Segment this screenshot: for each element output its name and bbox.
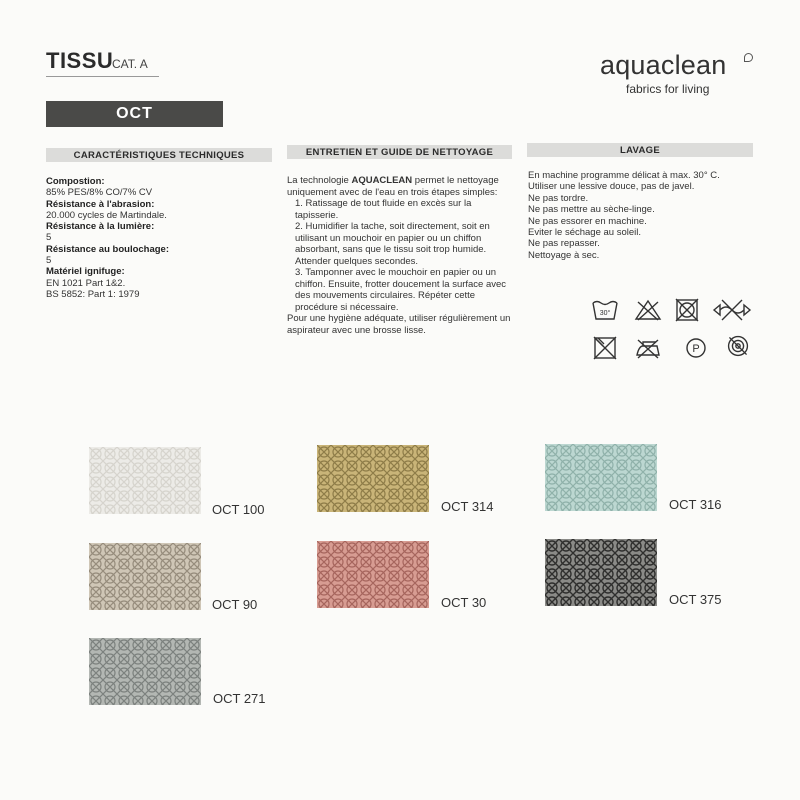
care-step-1: 1. Ratissage de tout fluide en excès sur la tapisserie. — [295, 198, 472, 221]
no-iron-icon — [634, 336, 662, 360]
swatch-label: OCT 90 — [212, 597, 258, 612]
swatch-label: OCT 271 — [213, 691, 266, 706]
light-label: Résistance à la lumière: — [46, 221, 155, 233]
fire-value-2: BS 5852: Part 1: 1979 — [46, 288, 140, 300]
composition-label: Compostion: — [46, 176, 105, 187]
wash-line: Nettoyage à sec. — [528, 249, 600, 261]
no-spin-icon — [724, 334, 752, 358]
abrasion-label: Résistance à l'abrasion: — [46, 198, 155, 210]
care-guide — [287, 175, 515, 336]
brand-tagline: fabrics for living — [626, 82, 710, 96]
swatch-oct-316 — [545, 444, 657, 511]
swatch-label: OCT 316 — [669, 497, 722, 512]
swatch-oct-30 — [317, 541, 429, 608]
category-label: CAT. A — [112, 57, 148, 71]
title-underline — [46, 76, 159, 77]
care-step-2: 2. Humidifier la tache, soit directement, soit en utilisant un mouchoir en papier ou un chiffon absorbant, sans que le tissu soit trop humide. Attender quelques secondes. — [295, 221, 490, 267]
fire-label: Matériel ignifuge: — [46, 266, 125, 278]
swatch-label: OCT 30 — [441, 595, 487, 610]
drop-icon — [744, 53, 753, 62]
swatch-label: OCT 314 — [441, 499, 494, 514]
wash-instructions — [528, 170, 758, 261]
wash-temp-text: 30° — [599, 310, 611, 317]
no-sun-dry-icon — [591, 336, 619, 360]
tech-heading: CARACTÉRISTIQUES TECHNIQUES — [46, 148, 272, 162]
swatch-label: OCT 375 — [669, 592, 722, 607]
composition-value: 85% PES/8% CO/7% CV — [46, 187, 153, 199]
wash-line: Ne pas mettre au sèche-linge. — [528, 204, 655, 216]
no-tumble-dry-icon — [673, 298, 701, 322]
care-step-3: 3. Tamponner avec le mouchoir en papier ou un chiffon. Ensuite, frotter doucement la surface avec des mouvements circulaires. Répéter cette procédure si nécessaire. — [295, 267, 507, 313]
care-heading: ENTRETIEN ET GUIDE DE NETTOYAGE — [287, 145, 512, 159]
swatch-oct-314 — [317, 445, 429, 512]
swatch-oct-375 — [545, 539, 657, 606]
swatch-oct-271 — [89, 638, 201, 705]
collection-banner: OCT — [46, 101, 223, 127]
wash-line: Ne pas repasser. — [528, 238, 600, 250]
no-bleach-icon — [634, 298, 662, 322]
wash-line: Ne pas tordre. — [528, 192, 589, 204]
care-brand: AQUACLEAN — [351, 175, 413, 186]
wash-line: Eviter le séchage au soleil. — [528, 227, 642, 239]
pilling-label: Résistance au boulochage: — [46, 243, 170, 255]
swatch-label: OCT 100 — [212, 502, 265, 517]
light-value: 5 — [46, 232, 52, 244]
care-outro: Pour une hygiène adéquate, utiliser régulièrement un aspirateur avec une brosse lisse. — [287, 313, 511, 336]
care-intro: La technologie AQUACLEAN permet le nettoyage uniquement avec de l'eau en trois étapes simples: — [287, 175, 499, 198]
page-title: TISSU — [46, 48, 114, 73]
wash-heading: LAVAGE — [527, 143, 753, 157]
pilling-value: 5 — [46, 255, 52, 267]
dry-clean-p-icon — [682, 336, 710, 360]
swatch-oct-100 — [89, 447, 201, 514]
abrasion-value: 20.000 cycles de Martindale. — [46, 209, 167, 221]
wash-line: Utiliser une lessive douce, pas de javel. — [528, 181, 695, 193]
fire-value-1: EN 1021 Part 1&2. — [46, 277, 126, 289]
wash-line: En machine programme délicat à max. 30° C. — [528, 170, 720, 181]
no-wring-icon — [712, 298, 752, 322]
swatch-oct-90 — [89, 543, 201, 610]
wash-line: Ne pas essorer en machine. — [528, 215, 647, 227]
wash-30-icon — [591, 298, 619, 322]
brand-logo: aquaclean — [600, 50, 727, 80]
tech-specs — [46, 176, 276, 300]
dry-clean-letter: P — [692, 343, 700, 355]
